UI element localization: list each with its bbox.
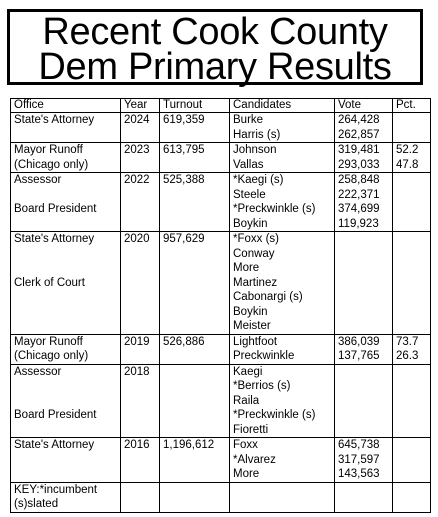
pct-cell-line [396,217,427,232]
pct-cell-line [396,365,427,380]
pct-cell-line [396,438,427,453]
office-cell-line: State's Attorney [14,439,95,451]
office-cell-line [14,305,117,320]
pct-cell-line [396,113,427,128]
vote-cell-line [338,290,389,305]
pct-cell-line [396,423,427,438]
turnout-cell-line: 619,359 [163,114,205,126]
office-cell-line [14,319,117,334]
candidate-cell-line: Foxx [233,439,258,451]
office-cell-line [14,261,117,276]
office-cell [11,113,121,143]
year-cell [121,334,160,364]
header-row [11,99,431,113]
results-body [11,113,431,483]
pct-cell-line [396,453,427,468]
candidate-cell [230,364,335,438]
vote-cell-line: 264,428 [338,114,380,126]
header-pct: Pct. [393,99,431,113]
pct-cell-line [396,305,427,320]
vote-cell-line: 293,033 [338,158,380,171]
pct-cell-line: 26.3 [396,350,419,362]
year-cell [121,232,160,335]
vote-cell-line: 137,765 [338,350,380,362]
candidate-cell-line: *Foxx (s) [233,233,279,245]
year-cell [121,143,160,173]
candidate-cell-line: Conway [233,247,275,260]
vote-cell [335,334,393,364]
vote-cell [335,364,393,438]
office-cell-line [14,467,117,482]
turnout-cell-line: 1,196,612 [163,439,215,451]
candidate-cell-line: *Kaegi (s) [233,174,284,186]
turnout-cell-line [163,365,226,380]
results-table [10,98,431,513]
candidate-cell-line: Raila [233,394,260,407]
office-cell-line: (Chicago only) [14,158,89,171]
office-cell-line: State's Attorney [14,114,95,126]
pct-cell-line [396,188,427,203]
candidate-cell [230,334,335,364]
pct-cell [393,232,431,335]
turnout-cell [160,232,230,335]
pct-cell [393,438,431,483]
result-group [11,232,431,335]
candidate-cell-line: Steele [233,188,266,201]
year-cell [121,364,160,438]
office-cell-line: Clerk of Court [14,276,85,289]
vote-cell-line: 119,923 [338,217,379,230]
office-cell-line: (Chicago only) [14,350,89,362]
result-group [11,334,431,364]
header-year: Year [121,99,160,113]
turnout-cell [160,173,230,232]
candidate-cell-line: Preckwinkle [233,350,295,362]
pct-cell-line: 52.2 [396,144,419,156]
pct-cell-line [396,202,427,217]
vote-cell-line: 319,481 [338,144,380,156]
candidate-cell-line: Lightfoot [233,335,278,348]
office-cell-line [14,217,117,232]
turnout-cell [160,143,230,173]
candidate-cell-line: Meister [233,320,271,332]
office-cell [11,143,121,173]
key-empty-pct [393,482,431,512]
pct-cell-line: 73.7 [396,335,419,348]
pct-cell [393,364,431,438]
candidate-cell [230,232,335,335]
pct-cell [393,113,431,143]
key-slated: (s)slated [14,498,59,510]
turnout-cell [160,364,230,438]
year-cell-line: 2019 [124,335,150,348]
pct-cell-line [396,247,427,262]
candidate-cell-line: *Alvarez [233,453,276,466]
header-turnout: Turnout [160,99,230,113]
office-cell-line [14,379,117,394]
turnout-cell-line: 957,629 [163,233,205,245]
vote-cell-line [338,379,389,394]
pct-cell [393,173,431,232]
pct-cell-line [396,128,427,143]
vote-cell-line [338,423,389,438]
year-cell-line: 2018 [124,365,150,378]
vote-cell-line: 386,039 [338,335,380,348]
year-cell [121,173,160,232]
candidate-cell [230,438,335,483]
office-cell [11,364,121,438]
candidate-cell-line: Boykin [233,305,268,318]
vote-cell-line: 222,371 [338,188,380,201]
candidate-cell-line: More [233,468,260,480]
vote-cell-line: 143,563 [338,468,380,480]
vote-cell-line [338,261,389,276]
candidate-cell-line: Kaegi [233,365,263,378]
candidate-cell-line: Harris (s) [233,128,281,141]
year-cell-line: 2023 [124,144,150,156]
year-cell-line: 2016 [124,439,150,451]
pct-cell [393,334,431,364]
office-cell-line: Board President [14,409,97,421]
header-office: Office [11,99,121,113]
year-cell [121,113,160,143]
turnout-cell [160,113,230,143]
office-cell [11,173,121,232]
office-cell-line: Assessor [14,365,62,378]
result-group [11,113,431,143]
turnout-cell-line: 525,388 [163,174,205,186]
pct-cell-line [396,394,427,409]
turnout-cell [160,334,230,364]
vote-cell-line [338,408,389,423]
year-cell-line: 2020 [124,233,150,245]
year-cell-line: 2024 [124,114,150,126]
key-incumbent: KEY:*incumbent [14,483,98,496]
header-vote: Vote [335,99,393,113]
candidate-cell [230,113,335,143]
year-cell [121,438,160,483]
office-cell [11,232,121,335]
key-empty-turnout [160,482,230,512]
vote-cell-line: 262,857 [338,128,380,141]
vote-cell [335,113,393,143]
office-cell-line: Assessor [14,174,62,186]
pct-cell-line: 47.8 [396,158,419,171]
candidate-cell-line: *Berrios (s) [233,380,291,392]
office-cell-line [14,453,117,468]
candidate-cell-line: More [233,262,260,274]
vote-cell-line [338,232,389,247]
candidate-cell-line: Boykin [233,217,268,230]
key-empty-vote [335,482,393,512]
office-cell-line [14,188,117,203]
vote-cell [335,232,393,335]
office-cell-line: Mayor Runoff [14,144,83,156]
result-group [11,143,431,173]
candidate-cell-line: Burke [233,114,264,126]
vote-cell-line [338,247,389,262]
vote-cell [335,143,393,173]
office-cell-line: Board President [14,203,97,215]
result-group [11,438,431,483]
office-cell-line [14,128,117,143]
candidate-cell-line: Fioretti [233,423,269,436]
office-cell-line [14,394,117,409]
vote-cell-line [338,319,389,334]
turnout-cell-line: 613,795 [163,144,205,156]
pct-cell-line [396,290,427,305]
candidate-cell-line: *Preckwinkle (s) [233,203,316,215]
candidate-cell-line: Vallas [233,158,264,171]
candidate-cell-line: Johnson [233,144,277,156]
candidate-cell-line: Cabonargi (s) [233,291,303,303]
vote-cell-line [338,276,389,291]
vote-cell-line [338,365,389,380]
office-cell [11,334,121,364]
vote-cell-line: 374,699 [338,203,380,215]
candidate-cell-line: *Preckwinkle (s) [233,409,316,421]
result-group [11,364,431,438]
title-line-1: Recent Cook County [42,11,388,53]
turnout-cell [160,438,230,483]
office-cell-line [14,423,117,438]
vote-cell-line [338,305,389,320]
title-line-2: Dem Primary Results [38,46,392,88]
pct-cell-line [396,276,427,291]
vote-cell-line: 317,597 [338,453,380,466]
vote-cell [335,173,393,232]
vote-cell [335,438,393,483]
key-empty-candidates [230,482,335,512]
pct-cell-line [396,232,427,247]
pct-cell [393,143,431,173]
key-empty-year [121,482,160,512]
header-candidates: Candidates [230,99,335,113]
office-cell-line [14,290,117,305]
turnout-cell-line: 526,886 [163,335,205,348]
pct-cell-line [396,467,427,482]
pct-cell-line [396,408,427,423]
candidate-cell-line: Martinez [233,276,278,289]
result-group [11,173,431,232]
office-cell-line [14,247,117,262]
key-cell [11,482,121,512]
key-row [11,482,431,512]
pct-cell-line [396,261,427,276]
vote-cell-line [338,394,389,409]
vote-cell-line: 258,848 [338,174,380,186]
title-box [7,9,423,88]
vote-cell-line: 645,738 [338,439,380,451]
office-cell-line: Mayor Runoff [14,335,83,348]
office-cell-line: State's Attorney [14,233,95,245]
office-cell [11,438,121,483]
pct-cell-line [396,319,427,334]
year-cell-line: 2022 [124,174,150,186]
pct-cell-line [396,379,427,394]
pct-cell-line [396,173,427,188]
candidate-cell [230,143,335,173]
candidate-cell [230,173,335,232]
